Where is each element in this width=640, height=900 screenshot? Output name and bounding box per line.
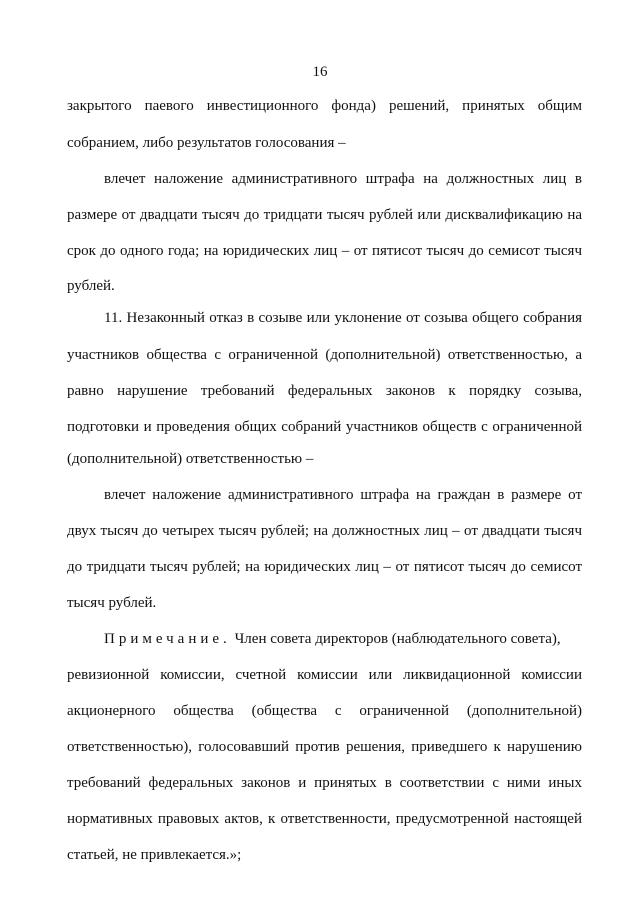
note-text: Член совета директоров (наблюдательного совета), bbox=[234, 631, 561, 647]
text-line: тысяч рублей. bbox=[67, 595, 157, 611]
text-line: до тридцати тысяч рублей; на юридических лиц – от пятисот тысяч до семисот bbox=[67, 559, 582, 575]
text-line: 11. Незаконный отказ в созыве или уклонение от созыва общего собрания bbox=[104, 310, 582, 326]
text-line: (дополнительной) ответственностью – bbox=[67, 451, 314, 467]
note-label: Примечание. bbox=[104, 631, 231, 647]
text-line: статьей, не привлекается.»; bbox=[67, 847, 242, 863]
note-line bbox=[104, 630, 582, 648]
text-line: ответственностью), голосовавший против решения, приведшего к нарушению bbox=[67, 739, 582, 755]
text-line: равно нарушение требований федеральных законов к порядку созыва, bbox=[67, 383, 582, 399]
text-line: собранием, либо результатов голосования – bbox=[67, 135, 346, 151]
text-line: акционерного общества (общества с ограниченной (дополнительной) bbox=[67, 703, 582, 719]
text-line: требований федеральных законов и принятых в соответствии с ними иных bbox=[67, 775, 582, 791]
text-line: ревизионной комиссии, счетной комиссии или ликвидационной комиссии bbox=[67, 667, 582, 683]
text-line: размере от двадцати тысяч до тридцати тысяч рублей или дисквалификацию на bbox=[67, 207, 582, 223]
text-line: срок до одного года; на юридических лиц – от пятисот тысяч до семисот тысяч bbox=[67, 243, 582, 259]
text-line: влечет наложение административного штрафа на граждан в размере от bbox=[104, 487, 582, 503]
text-line: нормативных правовых актов, к ответственности, предусмотренной настоящей bbox=[67, 811, 582, 827]
text-line: двух тысяч до четырех тысяч рублей; на должностных лиц – от двадцати тысяч bbox=[67, 523, 582, 539]
text-line: рублей. bbox=[67, 278, 115, 294]
text-line: влечет наложение административного штрафа на должностных лиц в bbox=[104, 171, 582, 187]
page-number: 16 bbox=[312, 64, 328, 80]
text-line: участников общества с ограниченной (дополнительной) ответственностью, а bbox=[67, 347, 582, 363]
text-line: закрытого паевого инвестиционного фонда) решений, принятых общим bbox=[67, 98, 582, 114]
text-line: подготовки и проведения общих собраний участников обществ с ограниченной bbox=[67, 419, 582, 435]
